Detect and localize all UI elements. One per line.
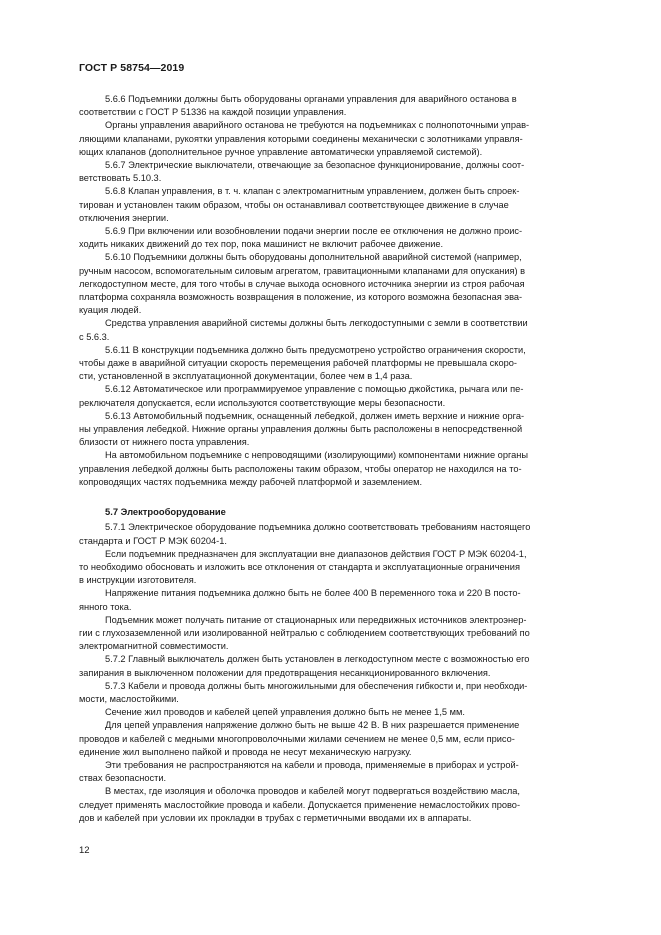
- page-number: 12: [79, 845, 90, 856]
- paragraph: Подъемник может получать питание от стационарных или передвижных источников электроэнер- гии с глухозаземленной или изолированной нейтралью с соблюдением соответствующих требований по электромагнитной совместимости.: [79, 614, 530, 652]
- paragraph: 5.7.2 Главный выключатель должен быть установлен в легкодоступном месте с возможностью его запирания в выключенном положении для предотвращения несанкционированного включения.: [79, 654, 530, 678]
- document-body: [79, 93, 615, 825]
- paragraph: 5.7.1 Электрическое оборудование подъемника должно соответствовать требованиям настоящего стандарта и ГОСТ Р МЭК 60204-1.: [79, 522, 531, 546]
- paragraph: Органы управления аварийного останова не требуются на подъемниках с полнопоточными управ- ляющими клапанами, рукоятки управления которыми соединены механически с золотниками управля- ющих клапанов (дополнительное ручное управление автоматически управляемой системой).: [79, 120, 530, 157]
- paragraph: Эти требования не распространяются на кабели и провода, применяемые в приборах и устрой- ствах безопасности.: [79, 759, 519, 784]
- paragraph: 5.6.10 Подъемники должны быть оборудованы дополнительной аварийной системой (например, ручным насосом, вспомогательным силовым агрегатом, гравитационными клапанами для опускания) в легкодоступном месте, для того чтобы в случае выхода основного источника энергии из строя рабочая платформа сохраняла возможность возвращения в положение, из которого возможна безопасная эва- куация людей.: [79, 252, 526, 316]
- paragraph: 5.6.6 Подъемники должны быть оборудованы органами управления для аварийного останова в соответствии с ГОСТ Р 51336 на каждой позиции управления.: [79, 94, 517, 118]
- paragraph: Для цепей управления напряжение должно быть не выше 42 В. В них разрешается применение проводов и кабелей с медными многопроволочными жилами сечением не менее 0,5 мм, если присо- единение жил выполнено пайкой и провода не несут механическую нагрузку.: [79, 720, 520, 757]
- paragraph: 5.6.9 При включении или возобновлении подачи энергии после ее отключения не должно проис- ходить никаких движений до тех пор, пока машинист не включит рабочее движение.: [79, 226, 523, 250]
- paragraph: 5.6.7 Электрические выключатели, отвечающие за безопасное функционирование, должны соот- ветствовать 5.10.3.: [79, 160, 525, 184]
- paragraph: 5.6.8 Клапан управления, в т. ч. клапан с электромагнитным управлением, должен быть спроек- тирован и установлен таким образом, чтобы он останавливал соответствующее движение в случае отключения энергии.: [79, 186, 520, 223]
- paragraph: Сечение жил проводов и кабелей цепей управления должно быть не менее 1,5 мм.: [105, 707, 465, 718]
- document-code: ГОСТ Р 58754—2019: [79, 62, 185, 74]
- paragraph: В местах, где изоляция и оболочка проводов и кабелей могут подвергаться воздействию масла, следует применять маслостойкие провода и кабели. Допускается применение немаслостойких прово- дов и кабелей при условии их прокладки в трубах с герметичными вводами их в аппараты.: [79, 786, 521, 823]
- section-heading: 5.7 Электрооборудование: [105, 506, 226, 518]
- paragraph: На автомобильном подъемнике с непроводящими (изолирующими) компонентами нижние органы управления лебедкой должны быть расположены таким образом, чтобы оператор не находился на то- копроводящих частях подъемника между рабочей платформой и заземлением.: [79, 450, 529, 487]
- paragraph: 5.6.11 В конструкции подъемника должно быть предусмотрено устройство ограничения скорости, чтобы даже в аварийной ситуации скорость перемещения рабочей платформы не превышала скоро- сти, установленной в эксплуатационной документации, более чем в 1,4 раза.: [79, 344, 526, 382]
- paragraph: 5.6.13 Автомобильный подъемник, оснащенный лебедкой, должен иметь верхние и нижние орга- ны управления лебедкой. Нижние органы управления должны быть расположены в непосредственной близости от нижнего поста управления.: [79, 410, 525, 448]
- paragraph: Если подъемник предназначен для эксплуатации вне диапазонов действия ГОСТ Р МЭК 60204-1, то необходимо обосновать и изложить все отклонения от стандарта и эксплуатационные ограничения в инструкции изготовителя.: [79, 548, 527, 586]
- paragraph: Напряжение питания подъемника должно быть не более 400 В переменного тока и 220 В посто- янного тока.: [79, 588, 521, 612]
- paragraph: Средства управления аварийной системы должны быть легкодоступными с земли в соответствии с 5.6.3.: [79, 318, 528, 342]
- paragraph: 5.6.12 Автоматическое или программируемое управление с помощью джойстика, рычага или пе- реключателя допускается, если используются соответствующие меры безопасности.: [79, 384, 524, 408]
- paragraph: 5.7.3 Кабели и провода должны быть многожильными для обеспечения гибкости и, при необходи- мости, маслостойкими.: [79, 680, 528, 704]
